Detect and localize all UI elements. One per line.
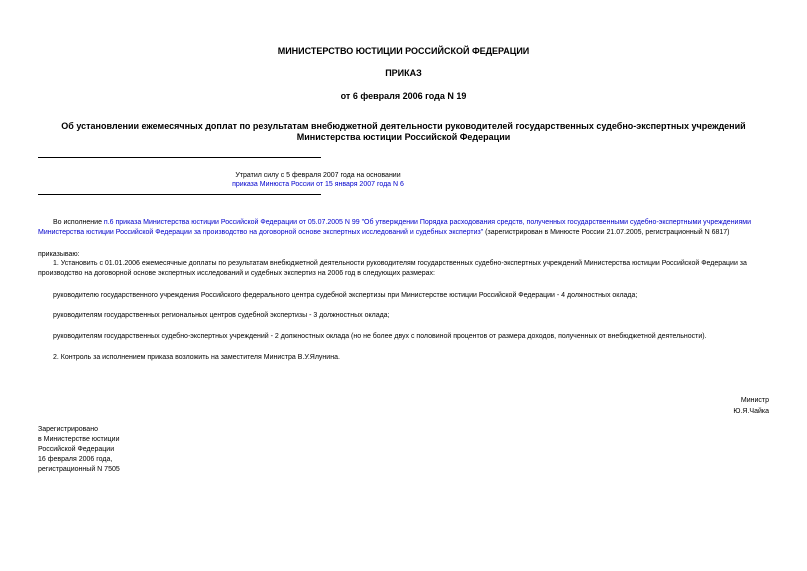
lost-force-link[interactable]: приказа Минюста России от 15 января 2007 года N 6 xyxy=(232,181,404,188)
intro-paragraph xyxy=(38,218,773,238)
intro-reference-link[interactable]: п.6 приказа Министерства юстиции Российской Федерации от 05.07.2005 N 99 "Об утверждении Порядка расходования средств, полученных государственными судебно-экспертными учреждениями Министерства юстиции Российской Федерации за производство на договорной основе экспертных исследований и судебных экспертиз" xyxy=(38,219,751,236)
item-1a-paragraph: руководителю государственного учреждения Российского федерального центра судебной экспертизы при Министерстве юстиции Российской Федерации - 4 должностных оклада; xyxy=(53,292,638,299)
order-word: приказываю: xyxy=(38,251,80,258)
document-title-line-2: Министерства юстиции Российской Федерации xyxy=(296,132,511,142)
signature-position: Министр xyxy=(740,397,769,404)
registration-line-1: Зарегистрировано xyxy=(38,426,98,433)
item-1c-paragraph: руководителям государственных судебно-экспертных учреждений - 2 должностных оклада (но не более двух с половиной процентов от размера доходов, полученных от внебюджетной деятельности). xyxy=(53,333,707,340)
divider-bottom xyxy=(38,194,321,195)
lost-force-link-line xyxy=(38,181,598,188)
registration-line-5: регистрационный N 7505 xyxy=(38,466,120,473)
intro-suffix: (зарегистрирован в Минюсте России 21.07.2005, регистрационный N 6817) xyxy=(483,229,730,236)
signature-name: Ю.Я.Чайка xyxy=(733,408,769,415)
intro-prefix: Во исполнение xyxy=(53,219,104,226)
document-title xyxy=(0,121,807,143)
divider-top xyxy=(38,157,321,158)
registration-line-4: 16 февраля 2006 года, xyxy=(38,456,113,463)
document-date: от 6 февраля 2006 года N 19 xyxy=(340,91,467,101)
item-2-paragraph: 2. Контроль за исполнением приказа возложить на заместителя Министра В.У.Ялунина. xyxy=(53,354,340,361)
ministry-heading: МИНИСТЕРСТВО ЮСТИЦИИ РОССИЙСКОЙ ФЕДЕРАЦИИ xyxy=(277,46,530,56)
registration-line-2: в Министерстве юстиции xyxy=(38,436,120,443)
lost-force-note: Утратил силу с 5 февраля 2007 года на основании xyxy=(235,172,401,179)
document-title-line-1: Об установлении ежемесячных доплат по результатам внебюджетной деятельности руководителей государственных судебно-экспертных учреждений xyxy=(61,121,746,131)
document-type-heading: ПРИКАЗ xyxy=(385,68,422,78)
registration-line-3: Российской Федерации xyxy=(38,446,115,453)
item-1-paragraph: 1. Установить с 01.01.2006 ежемесячные доплаты по результатам внебюджетной деятельности руководителям государственных судебно-экспертных учреждений Министерства юстиции Российской Федерации за производство на договорной основе экспертных исследований и судебных экспертиз на 2006 год в следующих размерах: xyxy=(38,260,747,277)
item-1b-paragraph: руководителям государственных региональных центров судебной экспертизы - 3 должностных оклада; xyxy=(53,312,390,319)
